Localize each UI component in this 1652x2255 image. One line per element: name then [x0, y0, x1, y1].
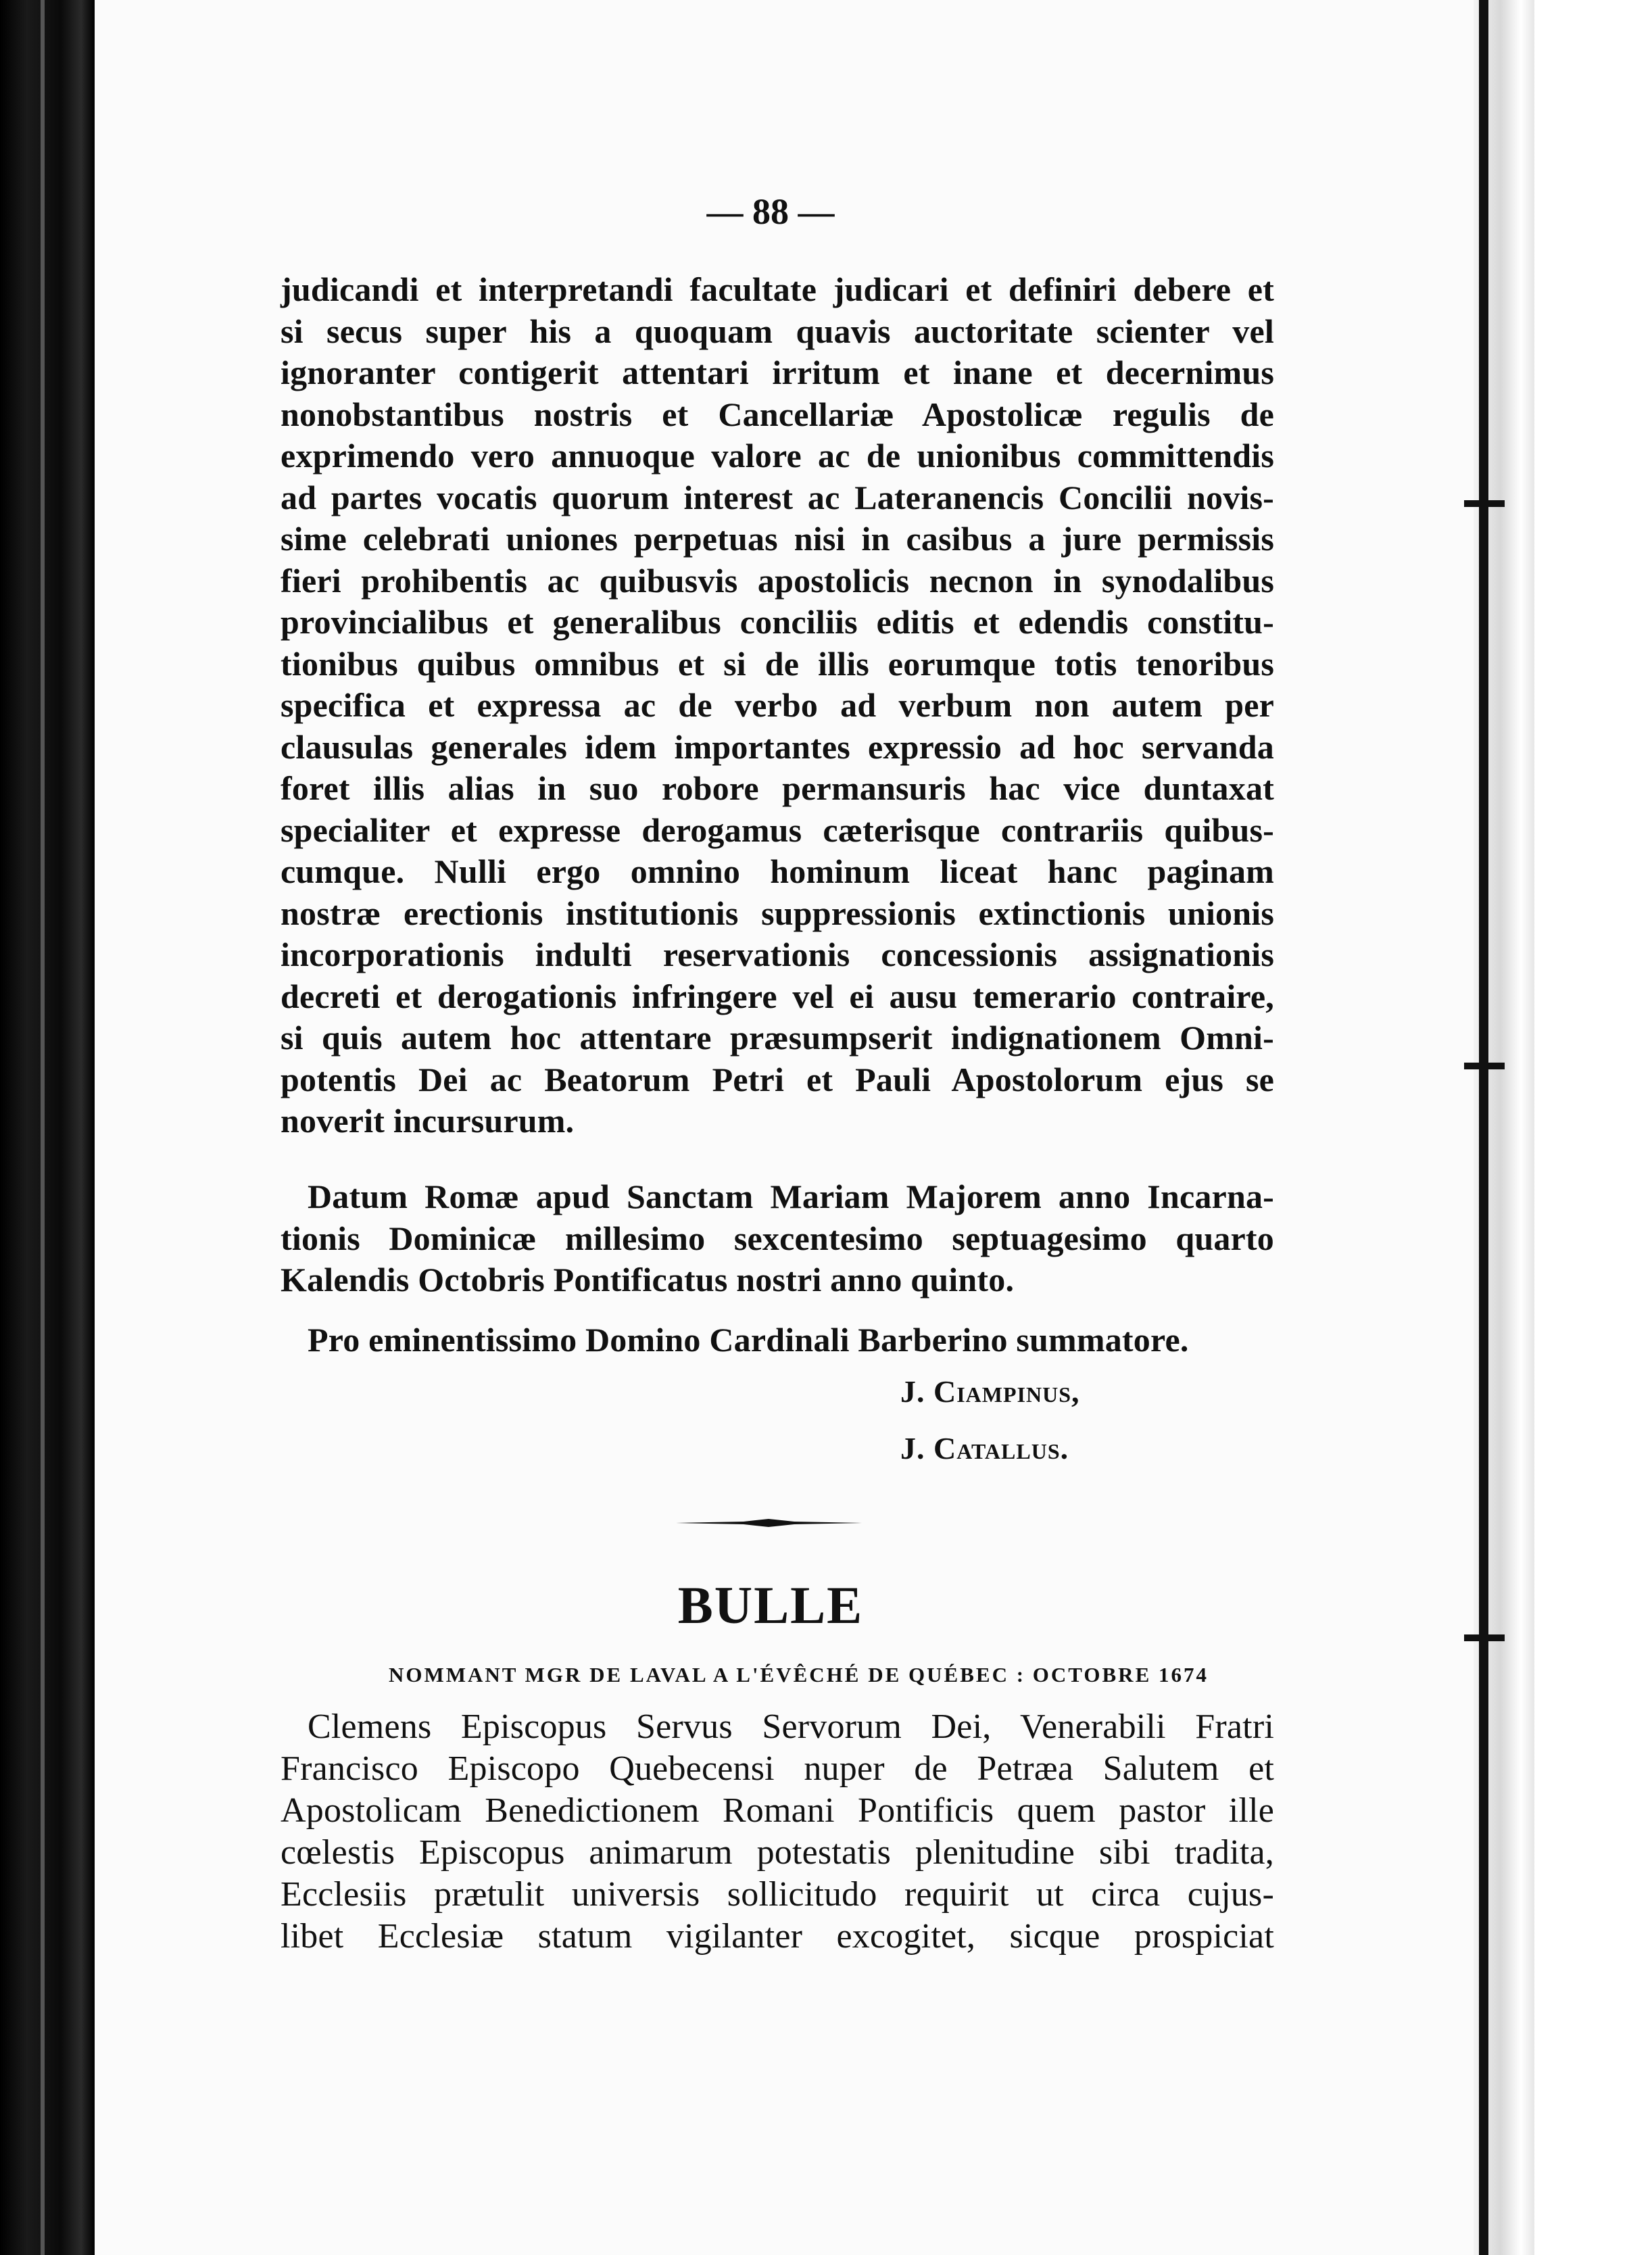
text-line: ignoranter contigerit attentari irritum et inane et decernimus	[281, 354, 1274, 391]
text-line: tionibus quibus omnibus et si de illis eorumque totis tenoribus	[281, 644, 1274, 683]
text-line: nonobstantibus nostris et Cancellariæ Apostolicæ regulis de	[281, 395, 1274, 433]
section-divider-ornament	[676, 1518, 862, 1528]
spine-tick-mark	[1464, 1063, 1505, 1069]
text-line: sime celebrati uniones perpetuas nisi in casibus a jure permissis	[281, 520, 1274, 558]
signature-catallus: J. Catallus.	[900, 1431, 1069, 1465]
text-line: fieri prohibentis ac quibusvis apostolicis necnon in synodalibus	[281, 561, 1274, 600]
text-line: judicandi et interpretandi facultate judicari et definiri debere et	[281, 270, 1274, 308]
text-line: nostræ erectionis institutionis suppressionis extinctionis unionis	[281, 894, 1274, 932]
text-line: si secus super his a quoquam quavis auctoritate scienter vel	[281, 312, 1274, 350]
bulle-paragraph	[281, 1706, 1274, 1958]
spine-tick-mark	[1464, 500, 1505, 507]
text-line: cumque. Nulli ergo omnino hominum liceat hanc paginam	[281, 852, 1274, 890]
pro-paragraph	[281, 1319, 1274, 1361]
scan-right-margin	[1534, 0, 1652, 2255]
text-line: Francisco Episcopo Quebecensi nuper de Petræa Salutem et	[281, 1749, 1274, 1788]
text-line: noverit incursurum.	[281, 1102, 575, 1140]
text-line: clausulas generales idem importantes expressio ad hoc servanda	[281, 727, 1274, 766]
text-line: foret illis alias in suo robore permansuris hac vice duntaxat	[281, 769, 1274, 807]
text-line: Kalendis Octobris Pontificatus nostri anno quinto.	[281, 1261, 1015, 1299]
text-line: provincialibus et generalibus conciliis editis et edendis constitu-	[281, 603, 1274, 641]
text-line: Datum Romæ apud Sanctam Mariam Majorem anno Incarna-	[308, 1178, 1274, 1215]
text-line: tionis Dominicæ millesimo sexcentesimo septuagesimo quarto	[281, 1219, 1274, 1257]
text-line: specialiter et expresse derogamus cæterisque contrariis quibus-	[281, 810, 1274, 849]
section-subtitle: NOMMANT MGR DE LAVAL A L'ÉVÊCHÉ DE QUÉBEC : OCTOBRE 1674	[389, 1663, 1209, 1687]
spine-tick-mark	[1464, 1634, 1505, 1641]
text-line: decreti et derogationis infringere vel ei ausu temerario contraire,	[281, 977, 1274, 1015]
main-paragraph	[281, 269, 1274, 1142]
scan-left-border	[0, 0, 95, 2255]
text-line: ad partes vocatis quorum interest ac Lateranencis Concilii novis-	[281, 478, 1274, 516]
signature-ciampinus: J. Ciampinus,	[900, 1374, 1080, 1409]
datum-paragraph	[281, 1176, 1274, 1301]
text-line: si quis autem hoc attentare præsumpserit indignationem Omni-	[281, 1019, 1274, 1057]
text-line: specifica et expressa ac de verbo ad verbum non autem per	[281, 686, 1274, 724]
section-title: BULLE	[677, 1576, 864, 1634]
text-line: Apostolicam Benedictionem Romani Pontificis quem pastor ille	[281, 1791, 1274, 1830]
scan-left-border-line	[41, 0, 45, 2255]
page-number: — 88 —	[706, 191, 835, 232]
text-line: cœlestis Episcopus animarum potestatis plenitudine sibi tradita,	[281, 1833, 1274, 1872]
text-line: Clemens Episcopus Servus Servorum Dei, Venerabili Fratri	[308, 1707, 1274, 1746]
book-spine-line	[1479, 0, 1488, 2255]
text-line: potentis Dei ac Beatorum Petri et Pauli Apostolorum ejus se	[281, 1060, 1274, 1098]
text-line: Ecclesiis prætulit universis sollicitudo requirit ut circa cujus-	[281, 1875, 1274, 1914]
text-line: Pro eminentissimo Domino Cardinali Barberino summatore.	[308, 1321, 1189, 1359]
text-line: incorporationis indulti reservationis concessionis assignationis	[281, 936, 1274, 973]
text-line: libet Ecclesiæ statum vigilanter excogitet, sicque prospiciat	[281, 1917, 1274, 1956]
text-line: exprimendo vero annuoque valore ac de unionibus committendis	[281, 437, 1274, 475]
